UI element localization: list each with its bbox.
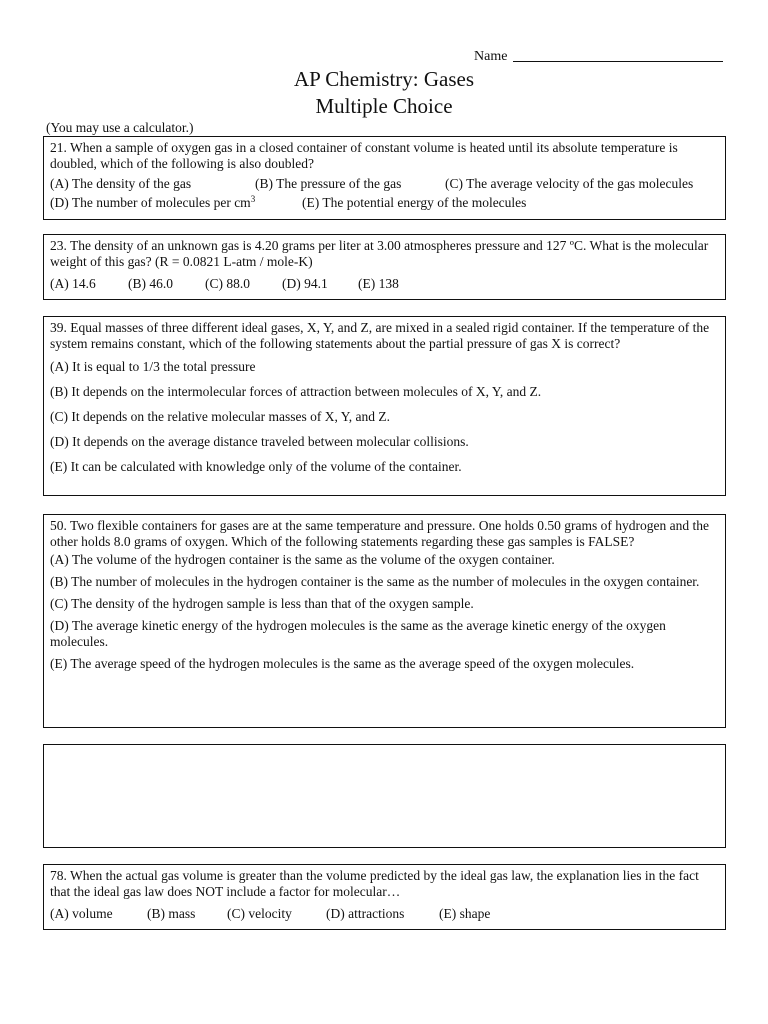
question-50-text: 50. Two flexible containers for gases are at the same temperature and pressure. One holds 0.50 grams of hydrogen and the other holds 8.0 grams of oxygen. Which of the following statements regarding these gas samples is FALSE? [50, 518, 709, 549]
q23-option-e[interactable]: (E) 138 [358, 276, 399, 291]
question-78-box [43, 864, 726, 930]
question-23-box [43, 234, 726, 300]
q78-option-c[interactable]: (C) velocity [227, 906, 292, 921]
q50-option-c[interactable]: (C) The density of the hydrogen sample is less than that of the oxygen sample. [50, 596, 474, 611]
q50-option-d[interactable]: (D) The average kinetic energy of the hydrogen molecules is the same as the average kinetic energy of the oxygen molecules. [50, 618, 666, 649]
question-21-box [43, 136, 726, 220]
q78-option-d[interactable]: (D) attractions [326, 906, 405, 921]
q78-option-e[interactable]: (E) shape [439, 906, 491, 921]
q50-option-b[interactable]: (B) The number of molecules in the hydrogen container is the same as the number of molecules in the oxygen container. [50, 574, 700, 589]
q23-option-b[interactable]: (B) 46.0 [128, 276, 173, 291]
q21-option-c[interactable]: (C) The average velocity of the gas molecules [445, 176, 694, 191]
name-blank-line[interactable] [513, 47, 723, 62]
q21-option-d-text: (D) The number of molecules per cm [50, 195, 251, 210]
question-39-text: 39. Equal masses of three different ideal gases, X, Y, and Z, are mixed in a sealed rigid container. If the temperature of the system remains constant, which of the following statements about the partial pressure of gas X is correct? [50, 320, 710, 351]
q21-option-d-superscript: 3 [250, 194, 256, 204]
q39-option-d[interactable]: (D) It depends on the average distance traveled between molecular collisions. [50, 434, 469, 449]
q39-option-a[interactable]: (A) It is equal to 1/3 the total pressure [50, 359, 256, 374]
q50-option-a[interactable]: (A) The volume of the hydrogen container is the same as the volume of the oxygen container. [50, 552, 555, 567]
question-39-box [43, 316, 726, 496]
q39-option-e[interactable]: (E) It can be calculated with knowledge only of the volume of the container. [50, 459, 462, 474]
empty-answer-box[interactable] [43, 744, 726, 848]
q23-option-c[interactable]: (C) 88.0 [205, 276, 250, 291]
q21-option-d[interactable] [50, 195, 302, 211]
q50-option-e[interactable]: (E) The average speed of the hydrogen molecules is the same as the average speed of the oxygen molecules. [50, 656, 635, 671]
q21-option-a[interactable]: (A) The density of the gas [50, 176, 192, 191]
q39-option-c[interactable]: (C) It depends on the relative molecular masses of X, Y, and Z. [50, 409, 391, 424]
question-50-box [43, 514, 726, 728]
q39-option-b[interactable]: (B) It depends on the intermolecular forces of attraction between molecules of X, Y, and Z. [50, 384, 542, 399]
q21-option-e[interactable]: (E) The potential energy of the molecules [302, 195, 527, 210]
name-field [474, 47, 723, 65]
question-23-text: 23. The density of an unknown gas is 4.20 grams per liter at 3.00 atmospheres pressure and 127 ºC. What is the molecular weight of this gas? (R = 0.0821 L-atm / mole-K) [50, 238, 709, 269]
name-label: Name [474, 49, 508, 64]
question-21-text: 21. When a sample of oxygen gas in a closed container of constant volume is heated until its absolute temperature is doubled, which of the following is also doubled? [50, 140, 678, 171]
q21-option-b[interactable]: (B) The pressure of the gas [255, 176, 402, 191]
q23-option-a[interactable]: (A) 14.6 [50, 276, 96, 291]
page-subtitle: Multiple Choice [315, 94, 453, 118]
q78-option-a[interactable]: (A) volume [50, 906, 113, 921]
page-title: AP Chemistry: Gases [293, 67, 475, 91]
calculator-note: (You may use a calculator.) [46, 120, 194, 135]
question-78-text: 78. When the actual gas volume is greater than the volume predicted by the ideal gas law, the explanation lies in the fact that the ideal gas law does NOT include a factor for molecular… [50, 868, 699, 899]
q23-option-d[interactable]: (D) 94.1 [282, 276, 328, 291]
q78-option-b[interactable]: (B) mass [147, 906, 196, 921]
